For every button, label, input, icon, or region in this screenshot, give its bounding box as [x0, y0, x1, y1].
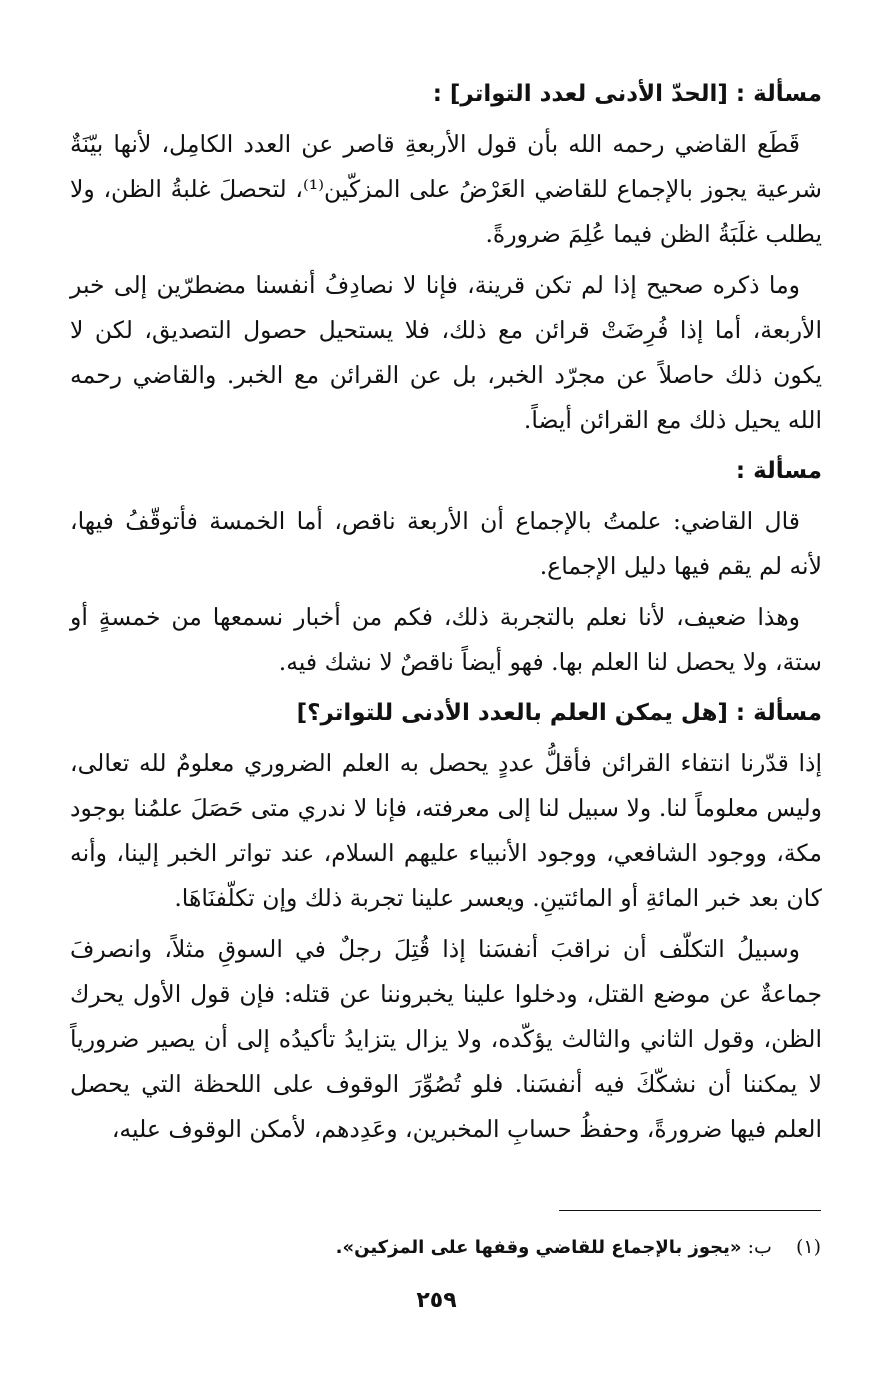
footnote-divider [559, 1210, 821, 1211]
footnote-text: «يجوز بالإجماع للقاضي وقفها على المزكين». [335, 1237, 742, 1258]
section-heading: مسألة : [735, 458, 822, 484]
paragraph: قال القاضي: علمتُ بالإجماع أن الأربعة ناقص، أما الخمسة فأتوقّفُ فيها، لأنه لم يقم فيها دليل الإجماع. [70, 507, 822, 580]
paragraph: وهذا ضعيف، لأنا نعلم بالتجربة ذلك، فكم من أخبار نسمعها من خمسةٍ أو ستة، ولا يحصل لنا العلم بها. فهو أيضاً ناقصٌ لا نشك فيه. [70, 603, 822, 676]
footnote [61, 1230, 821, 1265]
footnote-prefix: ب: [747, 1236, 772, 1258]
page-body [70, 72, 822, 1158]
section-heading: مسألة : [الحدّ الأدنى لعدد التواتر] : [432, 81, 822, 107]
paragraph: إذا قدّرنا انتفاء القرائن فأقلُّ عددٍ يحصل به العلم الضروري معلومٌ لله تعالى، وليس معلوماً لنا. ولا سبيل لنا إلى معرفته، فإنا لا ندري متى حَصَلَ علمُنا بوجود مكة، ووجود الشافعي، ووجود الأنبياء عليهم السلام، عند تواتر الخبر إلينا، وأنه كان بعد خبر المائةِ أو المائتينِ. ويعسر علينا تجربة ذلك وإن تكلّفنَاهَا. [70, 749, 822, 912]
paragraph: وسبيلُ التكلّف أن نراقبَ أنفسَنا إذا قُتِلَ رجلٌ في السوقِ مثلاً، وانصرفَ جماعةٌ عن موضع القتل، ودخلوا علينا يخبروننا عن قتله: فإن قول الأول يحرك الظن، وقول الثاني والثالث يؤكّده، ولا يزال يتزايدُ تأكيدُه إلى أن يصير ضرورياً لا يمكننا أن نشكّكَ فيه أنفسَنا. فلو تُصُوِّرَ الوقوف على اللحظة التي يحصل العلم فيها ضرورةً، وحفظُ حسابِ المخبرين، وعَدِدهم، لأمكن الوقوف عليه، [70, 935, 822, 1143]
paragraph: قَطَع القاضي رحمه الله بأن قول الأربعةِ قاصر عن العدد الكامِل، لأنها بيّنَةٌ شرعية يجوز بالإجماع للقاضي العَرْضُ على المزكّين⁽¹⁾، لتحصلَ غلبةُ الظن، ولا يطلب غلَبَةُ الظن فيما عُلِمَ ضرورةً. [70, 130, 822, 248]
footnote-number: (١) [795, 1236, 821, 1258]
page-number: ٢٥٩ [416, 1288, 457, 1313]
section-heading: مسألة : [هل يمكن العلم بالعدد الأدنى للتواتر؟] [296, 700, 822, 726]
paragraph: وما ذكره صحيح إذا لم تكن قرينة، فإنا لا نصادِفُ أنفسنا مضطرّين إلى خبر الأربعة، أما إذا فُرِضَتْ قرائن مع ذلك، فلا يستحيل حصول التصديق، لكن لا يكون ذلك حاصلاً عن مجرّد الخبر، بل عن القرائن مع الخبر. والقاضي رحمه الله يحيل ذلك مع القرائن أيضاً. [70, 271, 822, 434]
